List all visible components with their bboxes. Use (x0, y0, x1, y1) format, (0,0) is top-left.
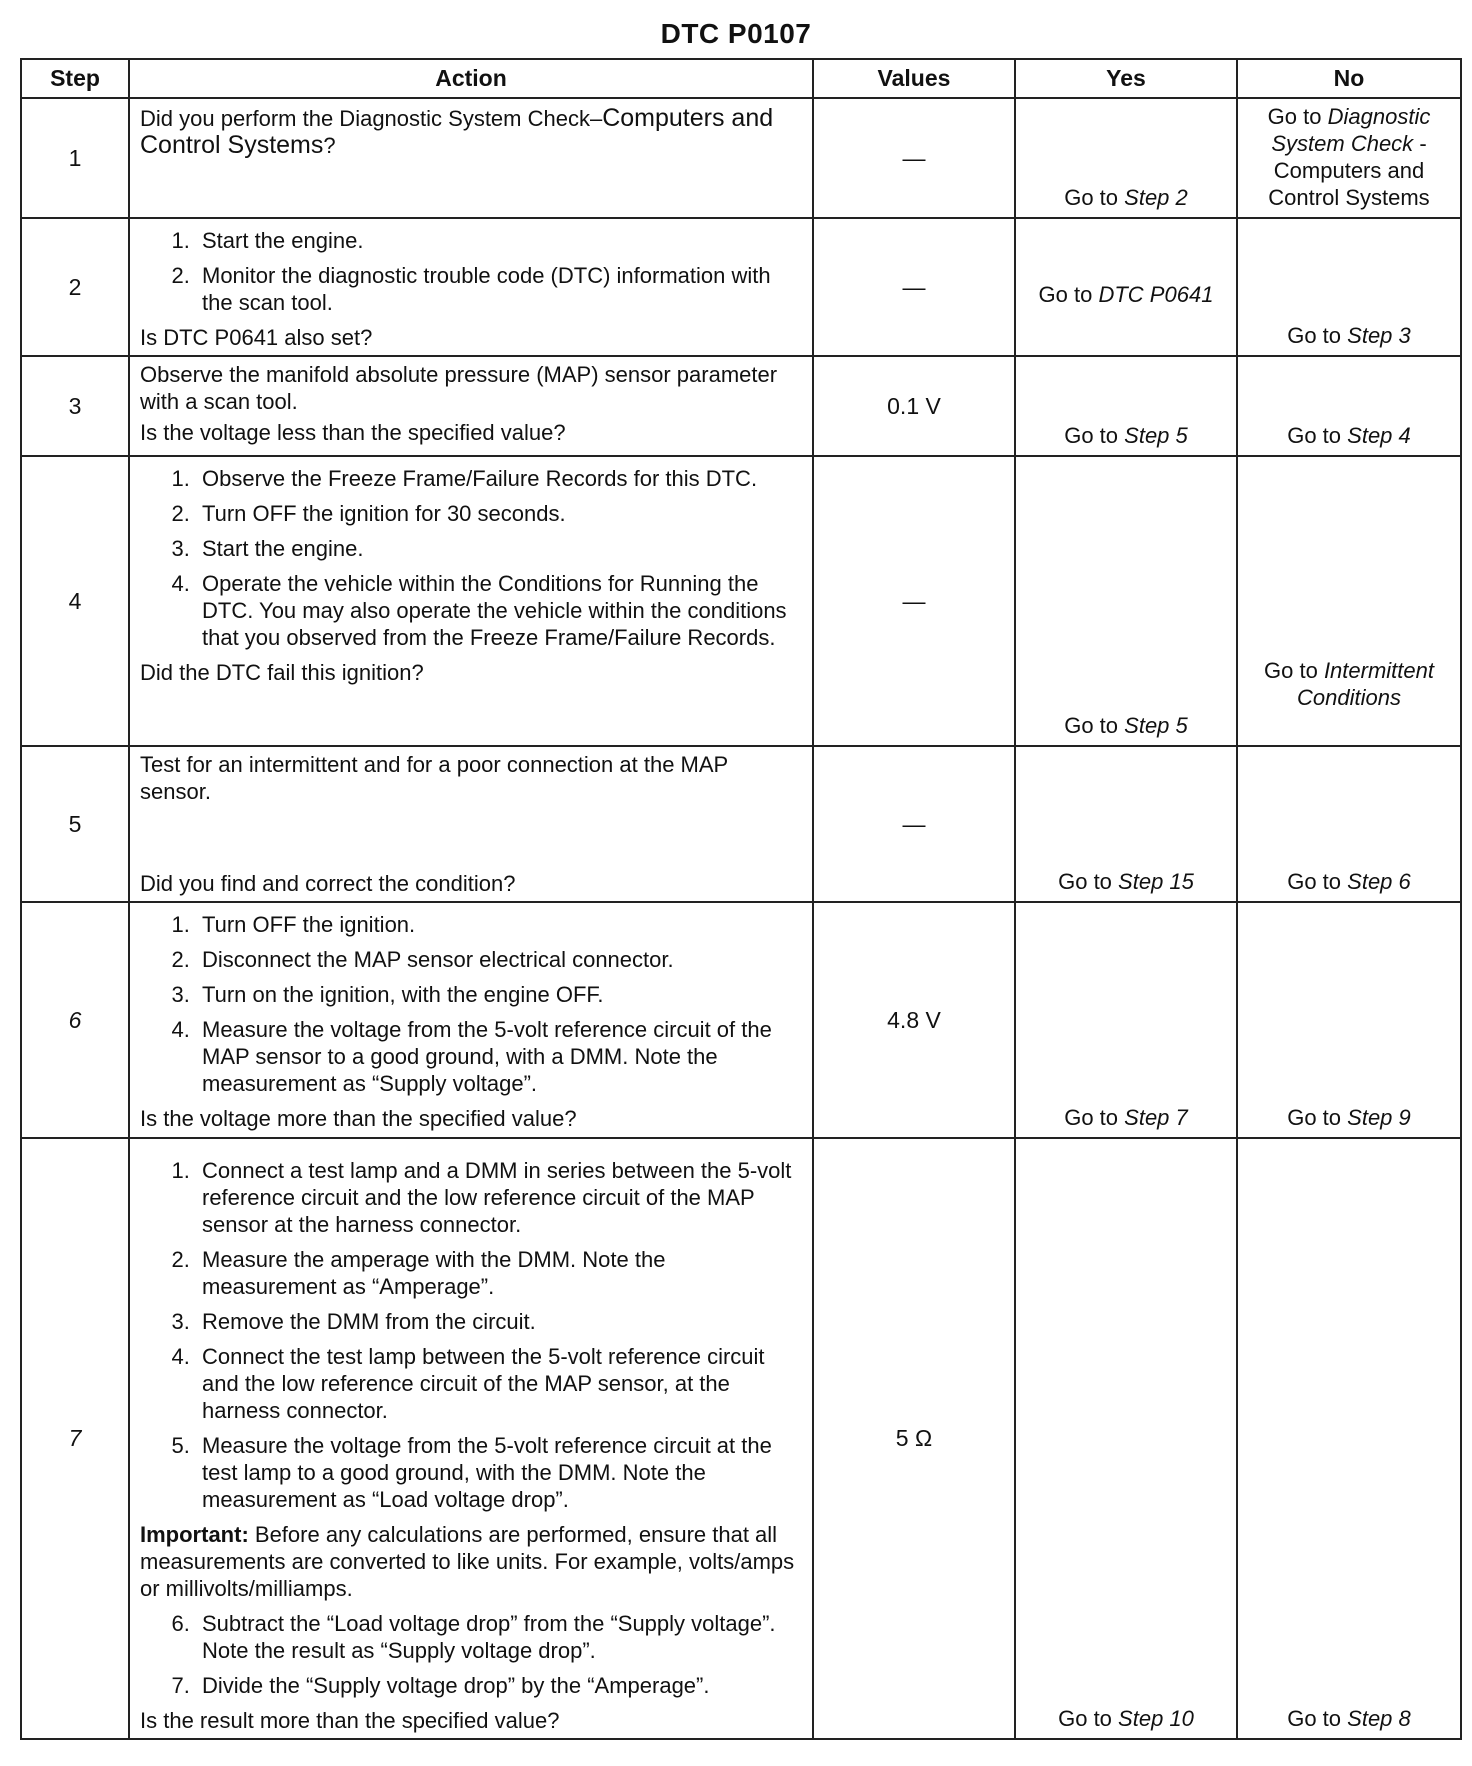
yes-link[interactable]: Step 5 (1124, 713, 1188, 738)
step-question: Did you perform the Diagnostic System Check–Computers and Control Systems? (140, 104, 774, 159)
substep: 2. Turn OFF the ignition for 30 seconds. (196, 500, 804, 527)
value-cell: — (813, 98, 1015, 218)
substep: 4. Connect the test lamp between the 5-volt reference circuit and the low reference circuit of the MAP sensor, at the harness connector. (196, 1343, 804, 1424)
step-question: Is DTC P0641 also set? (140, 325, 373, 350)
action-cell (129, 456, 813, 746)
substep-list (140, 1610, 804, 1699)
value-cell: — (813, 456, 1015, 746)
substep-list (140, 227, 804, 316)
yes-link[interactable]: Step 2 (1124, 185, 1188, 210)
no-link[interactable]: Step 6 (1347, 869, 1411, 894)
diagnostic-table (20, 58, 1462, 1740)
no-cell: Go to Step 4 (1237, 356, 1461, 456)
important-label: Important: (140, 1522, 249, 1547)
step-question: Is the voltage less than the specified value? (140, 420, 566, 445)
no-cell: Go to Step 8 (1237, 1138, 1461, 1739)
action-cell (129, 98, 813, 218)
action-cell (129, 902, 813, 1138)
substep-list (140, 1157, 804, 1513)
substep: 1. Connect a test lamp and a DMM in series between the 5-volt reference circuit and the low reference circuit of the MAP sensor at the harness connector. (196, 1157, 804, 1238)
substep: 6. Subtract the “Load voltage drop” from the “Supply voltage”. Note the result as “Supply voltage drop”. (196, 1610, 804, 1664)
page-title: DTC P0107 (660, 18, 812, 49)
substep-list (140, 465, 804, 651)
yes-cell: Go to Step 2 (1015, 98, 1237, 218)
table-row (21, 456, 1461, 746)
important-text: Before any calculations are performed, ensure that all measurements are converted to like units. For example, volts/amps or millivolts/milliamps. (140, 1522, 795, 1601)
substep: 4. Measure the voltage from the 5-volt reference circuit of the MAP sensor to a good ground, with a DMM. Note the measurement as “Supply voltage”. (196, 1016, 804, 1097)
header-no: No (1237, 59, 1461, 98)
step-number: 7 (21, 1138, 129, 1739)
table-row (21, 218, 1461, 356)
important-note (140, 1521, 804, 1602)
header-row (21, 59, 1461, 98)
no-cell: Go to Intermittent Conditions (1237, 456, 1461, 746)
no-link[interactable]: Diagnostic System Check (1271, 104, 1431, 156)
substep: 1. Turn OFF the ignition. (196, 911, 804, 938)
action-cell (129, 1138, 813, 1739)
action-cell (129, 218, 813, 356)
step-question: Is the voltage more than the specified value? (140, 1106, 577, 1131)
value-cell: 5 Ω (813, 1138, 1015, 1739)
no-link[interactable]: Step 9 (1347, 1105, 1411, 1130)
header-yes: Yes (1015, 59, 1237, 98)
yes-link[interactable]: Step 5 (1124, 423, 1188, 448)
step-question: Did the DTC fail this ignition? (140, 660, 424, 685)
action-cell (129, 746, 813, 902)
step-number: 2 (21, 218, 129, 356)
value-cell: 4.8 V (813, 902, 1015, 1138)
step-number: 5 (21, 746, 129, 902)
no-cell: Go to Step 6 (1237, 746, 1461, 902)
yes-cell: Go to Step 10 (1015, 1138, 1237, 1739)
no-cell: Go to Step 3 (1237, 218, 1461, 356)
no-link[interactable]: Intermittent Conditions (1297, 658, 1434, 710)
yes-cell: Go to Step 5 (1015, 456, 1237, 746)
step-intro: Observe the manifold absolute pressure (MAP) sensor parameter with a scan tool. (140, 362, 778, 414)
yes-link[interactable]: Step 10 (1118, 1706, 1194, 1731)
header-step: Step (21, 59, 129, 98)
no-cell: Go to Step 9 (1237, 902, 1461, 1138)
yes-cell: Go to Step 7 (1015, 902, 1237, 1138)
step-number: 6 (21, 902, 129, 1138)
substep: 1. Observe the Freeze Frame/Failure Records for this DTC. (196, 465, 804, 492)
action-cell (129, 356, 813, 456)
no-cell: Go to Diagnostic System Check - Computers and Control Systems (1237, 98, 1461, 218)
no-link[interactable]: Step 8 (1347, 1706, 1411, 1731)
no-link[interactable]: Step 4 (1347, 423, 1411, 448)
substep: 4. Operate the vehicle within the Conditions for Running the DTC. You may also operate the vehicle within the conditions that you observed from the Freeze Frame/Failure Records. (196, 570, 804, 651)
yes-cell: Go to DTC P0641 (1015, 218, 1237, 356)
table-row (21, 1138, 1461, 1739)
yes-cell: Go to Step 15 (1015, 746, 1237, 902)
substep: 5. Measure the voltage from the 5-volt reference circuit at the test lamp to a good ground, with the DMM. Note the measurement as “Load voltage drop”. (196, 1432, 804, 1513)
yes-link[interactable]: Step 15 (1118, 869, 1194, 894)
table-row (21, 356, 1461, 456)
step-question: Did you find and correct the condition? (140, 871, 516, 896)
no-link[interactable]: Step 3 (1347, 323, 1411, 348)
step-number: 4 (21, 456, 129, 746)
table-row (21, 98, 1461, 218)
step-question: Is the result more than the specified value? (140, 1708, 560, 1733)
value-cell: — (813, 218, 1015, 356)
substep: 1. Start the engine. (196, 227, 804, 254)
value-cell: — (813, 746, 1015, 902)
step-number: 3 (21, 356, 129, 456)
step-number: 1 (21, 98, 129, 218)
substep: 3. Start the engine. (196, 535, 804, 562)
table-row (21, 746, 1461, 902)
substep: 3. Turn on the ignition, with the engine OFF. (196, 981, 804, 1008)
header-action: Action (129, 59, 813, 98)
substep: 7. Divide the “Supply voltage drop” by the “Amperage”. (196, 1672, 804, 1699)
substep: 2. Disconnect the MAP sensor electrical connector. (196, 946, 804, 973)
substep: 3. Remove the DMM from the circuit. (196, 1308, 804, 1335)
yes-cell: Go to Step 5 (1015, 356, 1237, 456)
substep-list (140, 911, 804, 1097)
table-row (21, 902, 1461, 1138)
substep: 2. Measure the amperage with the DMM. Note the measurement as “Amperage”. (196, 1246, 804, 1300)
header-values: Values (813, 59, 1015, 98)
yes-link[interactable]: Step 7 (1124, 1105, 1188, 1130)
yes-link[interactable]: DTC P0641 (1098, 281, 1214, 307)
value-cell: 0.1 V (813, 356, 1015, 456)
step-intro: Test for an intermittent and for a poor connection at the MAP sensor. (140, 752, 728, 804)
substep: 2. Monitor the diagnostic trouble code (DTC) information with the scan tool. (196, 262, 804, 316)
